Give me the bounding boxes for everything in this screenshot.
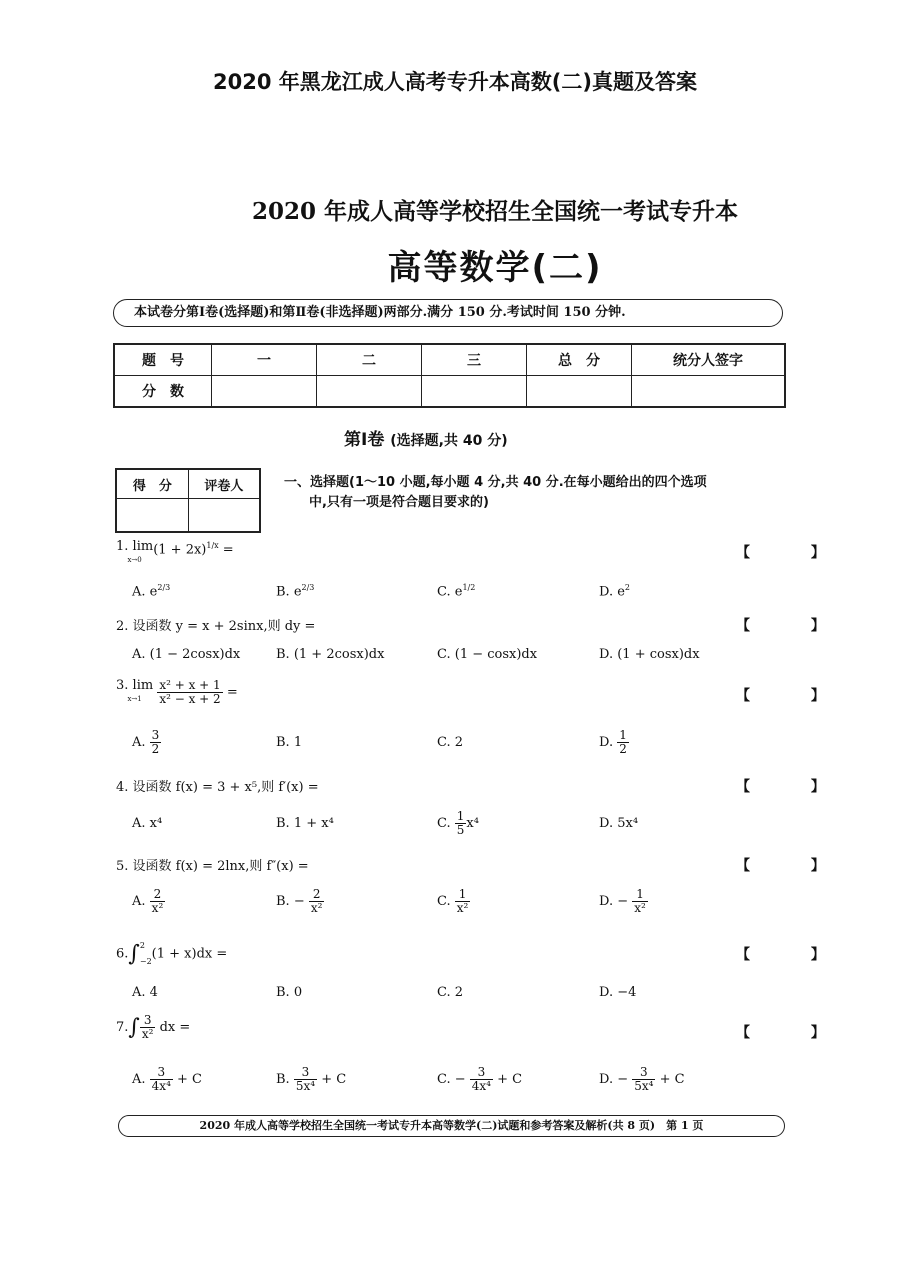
q6-option-c[interactable]: C. 2 <box>437 985 464 1000</box>
score-cell[interactable] <box>422 376 527 408</box>
q1-limit-sub: x→0 <box>127 556 142 564</box>
q1-tail: = <box>218 542 234 558</box>
q2-option-b[interactable]: B. (1 + 2cosx)dx <box>276 647 385 662</box>
score-row-label: 分 数 <box>114 376 212 408</box>
grader-name-label: 评卷人 <box>188 469 260 499</box>
instructions-line: 一、选择题(1～10 小题,每小题 4 分,共 40 分.在每小题给出的四个选项 <box>284 475 707 490</box>
q5-option-b[interactable]: B. − $\frac{2}{\text{x²}}$ <box>276 887 323 915</box>
score-cell[interactable] <box>632 376 786 408</box>
q1-option-c[interactable]: C. $e^{1/2}$ <box>437 583 476 600</box>
score-cell[interactable] <box>527 376 632 408</box>
q3-fraction: $\frac{\text{x² + x + 1}}{\text{x² − x + 2}}$ <box>159 678 221 706</box>
q1-exponent: 1/x <box>206 541 219 550</box>
page-footer: 2020 年成人高等学校招生全国统一考试专升本高等数学(二)试题和参考答案及解析(共 8 页) 第 1 页 <box>118 1115 785 1137</box>
integral-sign-icon: ∫ <box>128 1015 140 1040</box>
q3-option-c[interactable]: C. 2 <box>437 735 464 750</box>
q7-option-a[interactable]: A. $\frac{3}{\text{4x⁴}}$ + C <box>132 1065 203 1093</box>
q2-option-c[interactable]: C. (1 − cosx)dx <box>437 647 538 662</box>
question-4: 4. 设函数 f(x) = 3 + x⁵,则 f′(x) = <box>116 780 319 795</box>
q7-option-c[interactable]: C. − $\frac{3}{\text{4x⁴}}$ + C <box>437 1065 523 1093</box>
grader-score-cell[interactable] <box>116 499 188 533</box>
score-cell[interactable] <box>317 376 422 408</box>
section-heading-note: (选择题,共 40 分) <box>390 433 508 449</box>
q7-option-b[interactable]: B. $\frac{3}{\text{5x⁴}}$ + C <box>276 1065 347 1093</box>
q1-prefix: 1. lim <box>116 539 154 554</box>
section-heading <box>344 425 508 450</box>
question-3: 3. lim x→1 $\frac{\text{x² + x + 1}}{\text{x² − x + 2}}$ = <box>116 678 238 706</box>
q4-option-b[interactable]: B. 1 + x⁴ <box>276 816 334 831</box>
q5-option-a[interactable]: A. $\frac{2}{\text{x²}}$ <box>132 887 164 915</box>
question-7: 7.∫ $\frac{3}{\text{x²}}$ dx = <box>116 1013 191 1041</box>
question-5: 5. 设函数 f(x) = 2lnx,则 f″(x) = <box>116 859 309 874</box>
q1-body: (1 + 2x) <box>153 542 207 558</box>
q1-option-d[interactable]: D. $e^2$ <box>599 583 631 600</box>
subject-title: 高等数学(二) <box>387 248 603 288</box>
score-header-cell: 一 <box>212 344 317 376</box>
q5-option-d[interactable]: D. − $\frac{1}{\text{x²}}$ <box>599 887 646 915</box>
grader-name-cell[interactable] <box>188 499 260 533</box>
integral-sign-icon: ∫ <box>128 941 140 967</box>
answer-bracket[interactable]: 【 】 <box>736 947 853 963</box>
q3-option-b[interactable]: B. 1 <box>276 735 303 750</box>
answer-bracket[interactable]: 【 】 <box>736 545 853 561</box>
section-heading-title: 第Ⅰ卷 <box>344 430 385 450</box>
q4-option-d[interactable]: D. 5x⁴ <box>599 816 639 831</box>
instructions <box>284 473 789 513</box>
instructions-line: 中,只有一项是符合题目要求的) <box>309 495 489 510</box>
score-header-cell: 题 号 <box>114 344 212 376</box>
question-1 <box>116 541 234 566</box>
q7-option-d[interactable]: D. − $\frac{3}{\text{5x⁴}}$ + C <box>599 1065 685 1093</box>
q2-option-a[interactable]: A. (1 − 2cosx)dx <box>132 647 241 662</box>
score-cell[interactable] <box>212 376 317 408</box>
grader-table <box>115 468 261 533</box>
document-title: 2020 年黑龙江成人高考专升本高数(二)真题及答案 <box>213 70 697 94</box>
exam-notice: 本试卷分第Ⅰ卷(选择题)和第Ⅱ卷(非选择题)两部分.满分 150 分.考试时间 150 分钟. <box>113 299 783 327</box>
question-2: 2. 设函数 y = x + 2sinx,则 dy = <box>116 619 316 634</box>
q1-option-b[interactable]: B. $e^{2/3}$ <box>276 583 315 600</box>
answer-bracket[interactable]: 【 】 <box>736 618 853 634</box>
score-header-cell: 总 分 <box>527 344 632 376</box>
answer-bracket[interactable]: 【 】 <box>736 1025 853 1041</box>
score-header-cell: 三 <box>422 344 527 376</box>
score-header-cell: 统分人签字 <box>632 344 786 376</box>
q4-option-c[interactable]: C. $\frac{1}{5}$ x⁴ <box>437 809 479 837</box>
exam-title: 2020 年成人高等学校招生全国统一考试专升本 <box>251 198 739 225</box>
q6-option-a[interactable]: A. 4 <box>132 985 158 1000</box>
answer-bracket[interactable]: 【 】 <box>736 688 853 704</box>
q3-option-d[interactable]: D. $\frac{1}{2}$ <box>599 728 627 756</box>
question-6: 6.∫2 −2(1 + x)dx = <box>116 941 228 967</box>
q1-option-a[interactable]: A. $e^{2/3}$ <box>132 583 171 600</box>
score-table <box>113 343 786 408</box>
q5-option-c[interactable]: C. $\frac{1}{\text{x²}}$ <box>437 887 469 915</box>
q2-option-d[interactable]: D. (1 + cosx)dx <box>599 647 700 662</box>
q3-option-a[interactable]: A. $\frac{3}{2}$ <box>132 728 160 756</box>
q4-option-a[interactable]: A. x⁴ <box>132 816 163 831</box>
answer-bracket[interactable]: 【 】 <box>736 858 853 874</box>
answer-bracket[interactable]: 【 】 <box>736 779 853 795</box>
q6-option-d[interactable]: D. −4 <box>599 985 637 1000</box>
q6-option-b[interactable]: B. 0 <box>276 985 303 1000</box>
score-header-cell: 二 <box>317 344 422 376</box>
grader-score-label: 得 分 <box>116 469 188 499</box>
